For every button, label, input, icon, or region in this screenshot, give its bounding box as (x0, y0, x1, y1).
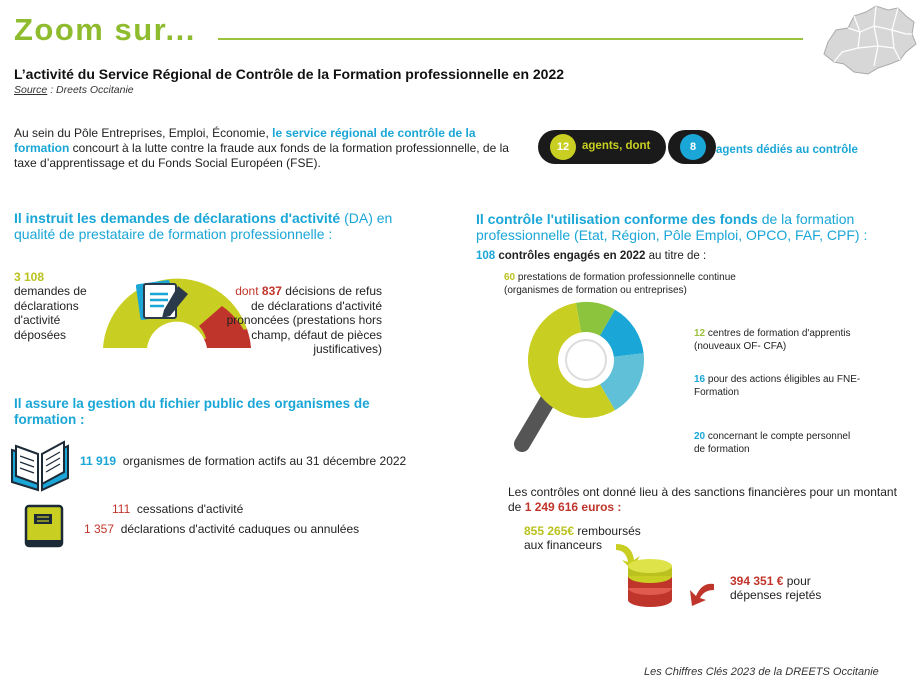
organismes-value: 11 919 (80, 454, 117, 468)
occitanie-map-icon (814, 2, 920, 82)
rembourses-value: 855 265€ (524, 524, 575, 538)
page-title: L’activité du Service Régional de Contrôle de la Formation professionnelle en 2022 (14, 66, 565, 82)
magnifier-handle (522, 400, 548, 444)
item-12-label: centres de formation d'apprentis (nouveaux OF- CFA) (694, 328, 851, 352)
item-16-label: pour des actions éligibles au FNE-Formation (694, 374, 861, 398)
source-text: : Dreets Occitanie (47, 84, 134, 96)
item-12-value: 12 (694, 328, 706, 339)
rejetes-value: 394 351 € (730, 574, 784, 588)
cessations-line (112, 502, 243, 516)
agents-controle-badge (668, 130, 716, 164)
section-controle-heading-rest: de la formation professionnelle (Etat, Région, Pôle Emploi, OPCO, FAF, CPF) : (476, 211, 868, 243)
refus-text (226, 284, 382, 357)
intro-text-2: concourt à la lutte contre la fraude aux fonds de la formation professionnelle, de la taxe d’apprentissage et du Fonds Social Européen (FSE). (14, 141, 509, 170)
sanctions-label: Les contrôles ont donné lieu à des sanctions financières pour un montant de (508, 485, 897, 514)
closed-book-icon (20, 502, 70, 550)
item-60-label: prestations de formation professionnelle continue (organismes de formation ou entreprises) (504, 272, 736, 296)
agents-controle-value: 8 (680, 134, 706, 160)
controles-count (476, 250, 706, 262)
refus-label: décisions de refus de déclarations d'activité prononcées (prestations hors champ, défaut de pièces justificatives) (226, 284, 382, 356)
item-16-value: 16 (694, 374, 706, 385)
caduques-line (84, 522, 359, 536)
rembourses-label: remboursés aux financeurs (524, 524, 641, 552)
rejetes-label: pour dépenses rejetés (730, 574, 822, 602)
intro-paragraph (14, 126, 514, 171)
section-da-heading-bold: Il instruit les demandes de déclarations d'activité (14, 210, 341, 226)
organismes-label: organismes de formation actifs au 31 décembre 2022 (122, 454, 407, 468)
controles-count-bold: contrôles engagés en 2022 (498, 250, 646, 262)
section-fichier-heading: Il assure la gestion du fichier public des organismes de formation : (14, 396, 370, 427)
caduques-value: 1 357 (84, 522, 115, 536)
section-da-heading (14, 210, 414, 242)
section-da-heading-rest: (DA) en qualité de prestataire de formation professionnelle : (14, 210, 393, 242)
source-label: Source (14, 84, 48, 96)
controle-item-60 (504, 272, 784, 297)
item-20-label: concernant le compte personnel de formation (694, 431, 851, 455)
zoom-title: Zoom sur... (14, 12, 196, 47)
agents-total-label: agents, dont (582, 140, 651, 152)
open-book-icon (8, 436, 72, 492)
agents-total-badge (538, 130, 666, 164)
controles-count-value: 108 (476, 250, 496, 262)
controle-item-16 (694, 374, 874, 399)
agents-total-value: 12 (550, 134, 576, 160)
cessations-label: cessations d'activité (136, 502, 244, 516)
intro-highlight: le service régional de contrôle de la formation (14, 126, 476, 155)
organismes-line (80, 454, 406, 468)
sanctions-value: 1 249 616 euros : (524, 500, 622, 514)
item-20-value: 20 (694, 431, 706, 442)
caduques-label: déclarations d'activité caduques ou annulées (120, 522, 360, 536)
rejetes-text (730, 574, 860, 602)
section-controle-heading (476, 211, 896, 243)
refus-prefix: dont (235, 284, 262, 298)
controles-count-rest: au titre de : (645, 250, 707, 262)
title-rule (218, 38, 803, 40)
agents-controle-label: agents dédiés au contrôle (716, 144, 858, 156)
demandes-value: 3 108 (14, 270, 45, 284)
coins-stack-icon (610, 540, 720, 612)
item-60-value: 60 (504, 272, 516, 283)
controles-donut-chart (510, 290, 670, 460)
footer-credit: Les Chiffres Clés 2023 de la DREETS Occitanie (644, 666, 879, 678)
sanctions-text (508, 485, 898, 515)
intro-text-1: Au sein du Pôle Entreprises, Emploi, Économie, (14, 126, 273, 140)
controle-item-20 (694, 431, 854, 456)
demandes-label: demandes de déclarations d'activité déposées (14, 284, 87, 342)
refus-value: 837 (261, 284, 282, 298)
section-controle-heading-bold: Il contrôle l'utilisation conforme des fonds (476, 211, 758, 227)
cessations-value: 111 (112, 502, 131, 516)
source-note (14, 84, 134, 96)
controle-item-12 (694, 328, 854, 353)
